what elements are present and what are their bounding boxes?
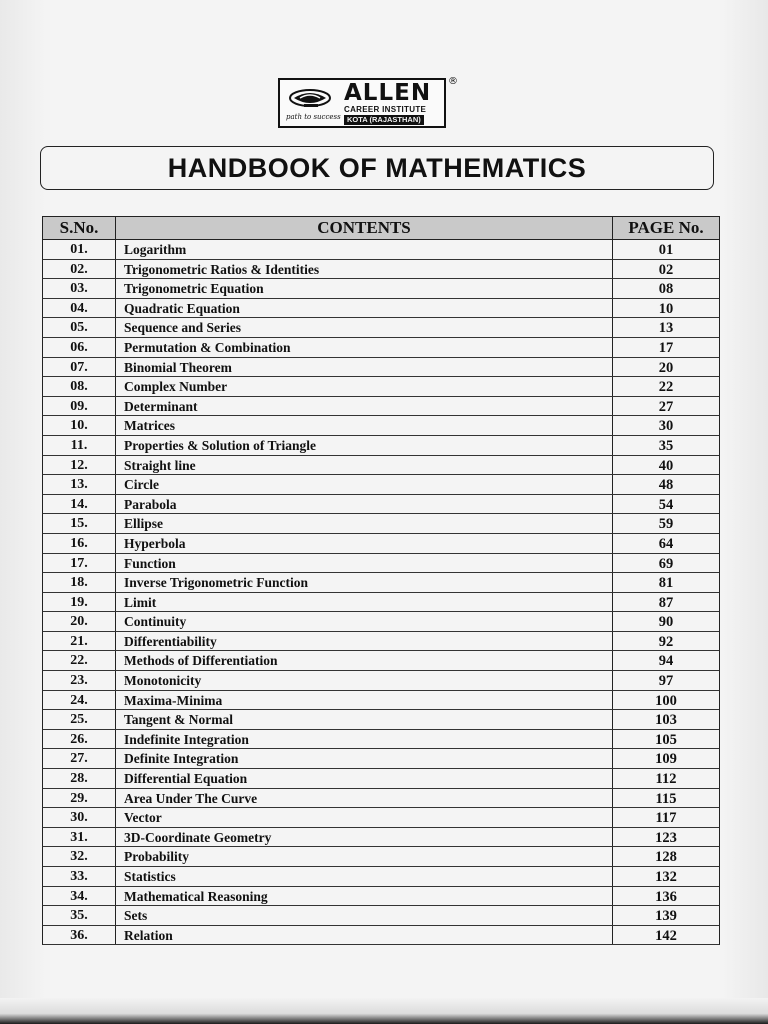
row-page: 115 (655, 790, 677, 807)
row-page: 08 (658, 281, 674, 298)
row-sno: 16. (43, 534, 116, 553)
row-page: 92 (658, 633, 674, 650)
row-sno: 01. (43, 240, 116, 259)
row-page: 35 (658, 437, 674, 454)
page-title: HANDBOOK OF MATHEMATICS (167, 152, 587, 183)
row-sno: 20. (43, 612, 116, 631)
row-sno: 18. (43, 573, 116, 592)
row-topic: 3D-Coordinate Geometry (116, 828, 613, 847)
table-row (42, 554, 720, 574)
row-sno: 27. (43, 749, 116, 768)
table-row (42, 906, 720, 926)
row-sno: 32. (43, 847, 116, 866)
row-topic: Relation (116, 926, 613, 945)
row-topic: Statistics (116, 867, 613, 886)
row-topic: Trigonometric Equation (116, 279, 613, 298)
row-topic: Differentiability (116, 632, 613, 651)
row-sno: 33. (43, 867, 116, 886)
row-page: 100 (655, 692, 677, 709)
row-sno: 02. (43, 260, 116, 279)
table-row (42, 416, 720, 436)
row-page: 128 (655, 849, 677, 866)
row-sno: 06. (43, 338, 116, 357)
row-page: 103 (655, 712, 677, 729)
table-row (42, 769, 720, 789)
row-page: 109 (655, 751, 677, 768)
row-sno: 22. (43, 651, 116, 670)
row-page: 22 (658, 379, 674, 396)
logo-name: ALLEN (344, 80, 432, 106)
row-page: 10 (658, 300, 674, 317)
row-sno: 35. (43, 906, 116, 925)
row-topic: Maxima-Minima (116, 691, 613, 710)
row-page: 142 (655, 927, 677, 944)
table-row (42, 926, 720, 946)
table-row (42, 867, 720, 887)
row-sno: 14. (43, 495, 116, 514)
row-page: 64 (658, 535, 674, 552)
row-page: 94 (658, 653, 674, 670)
table-row (42, 651, 720, 671)
table-row (42, 789, 720, 809)
row-page: 136 (655, 888, 677, 905)
row-topic: Differential Equation (116, 769, 613, 788)
table-row (42, 338, 720, 358)
table-row (42, 593, 720, 613)
row-sno: 03. (43, 279, 116, 298)
row-topic: Indefinite Integration (116, 730, 613, 749)
table-row (42, 318, 720, 338)
row-page: 30 (658, 418, 674, 435)
row-page: 54 (658, 496, 674, 513)
row-topic: Hyperbola (116, 534, 613, 553)
row-page: 132 (655, 869, 677, 885)
row-topic: Monotonicity (116, 671, 613, 690)
row-topic: Properties & Solution of Triangle (116, 436, 613, 455)
row-topic: Complex Number (116, 377, 613, 396)
row-sno: 23. (43, 671, 116, 690)
book-emblem-icon (286, 86, 338, 110)
row-topic: Straight line (116, 456, 613, 475)
table-row (42, 299, 720, 319)
table-row (42, 632, 720, 652)
row-sno: 34. (43, 887, 116, 906)
row-topic: Determinant (116, 397, 613, 416)
allen-logo (278, 78, 446, 128)
row-sno: 19. (43, 593, 116, 612)
table-row (42, 749, 720, 769)
row-topic: Logarithm (116, 240, 613, 259)
table-row (42, 612, 720, 632)
logo-location: KOTA (RAJASTHAN) (344, 115, 424, 125)
table-row (42, 534, 720, 554)
row-page: 02 (658, 261, 674, 278)
table-row (42, 887, 720, 907)
row-topic: Sequence and Series (116, 318, 613, 337)
row-sno: 21. (43, 632, 116, 651)
row-page: 17 (658, 339, 674, 356)
row-sno: 25. (43, 710, 116, 729)
row-page: 123 (655, 829, 677, 846)
row-sno: 30. (43, 808, 116, 827)
table-row (42, 358, 720, 378)
row-sno: 15. (43, 514, 116, 533)
row-sno: 08. (43, 377, 116, 396)
row-topic: Ellipse (116, 514, 613, 533)
logo-subtitle: CAREER INSTITUTE (344, 105, 427, 114)
table-row (42, 514, 720, 534)
row-sno: 04. (43, 299, 116, 318)
table-header (42, 216, 720, 240)
row-sno: 05. (43, 318, 116, 337)
row-topic: Circle (116, 475, 613, 494)
row-page: 27 (658, 398, 674, 415)
table-row (42, 436, 720, 456)
table-row (42, 828, 720, 848)
table-row (42, 495, 720, 515)
logo-tagline: path to success (286, 113, 341, 121)
table-row (42, 710, 720, 730)
table-body (42, 240, 720, 945)
row-topic: Probability (116, 847, 613, 866)
row-sno: 07. (43, 358, 116, 377)
table-row (42, 456, 720, 476)
table-row (42, 573, 720, 593)
row-topic: Vector (116, 808, 613, 827)
title-box (40, 146, 714, 190)
table-row (42, 691, 720, 711)
row-page: 13 (658, 320, 674, 337)
row-topic: Function (116, 554, 613, 573)
table-row (42, 279, 720, 299)
row-topic: Mathematical Reasoning (116, 887, 613, 906)
table-row (42, 808, 720, 828)
row-page: 87 (658, 594, 674, 611)
row-page: 90 (658, 614, 674, 631)
row-topic: Matrices (116, 416, 613, 435)
row-topic: Permutation & Combination (116, 338, 613, 357)
row-topic: Methods of Differentiation (116, 651, 613, 670)
row-sno: 11. (43, 436, 116, 455)
row-topic: Area Under The Curve (116, 789, 613, 808)
table-row (42, 730, 720, 750)
table-row (42, 671, 720, 691)
row-topic: Sets (116, 906, 613, 925)
row-topic: Tangent & Normal (116, 710, 613, 729)
header-page: PAGE No. (628, 218, 704, 237)
table-row (42, 397, 720, 417)
row-page: 40 (658, 457, 674, 474)
table-row (42, 240, 720, 260)
row-page: 20 (658, 359, 674, 376)
row-page: 139 (655, 908, 677, 925)
row-page: 117 (655, 810, 677, 827)
row-topic: Trigonometric Ratios & Identities (116, 260, 613, 279)
table-row (42, 260, 720, 280)
row-page: 01 (658, 242, 674, 258)
row-page: 97 (658, 673, 674, 690)
row-page: 59 (658, 516, 674, 533)
row-sno: 09. (43, 397, 116, 416)
header-contents: CONTENTS (116, 217, 613, 239)
row-sno: 26. (43, 730, 116, 749)
registered-mark: ® (448, 76, 458, 87)
row-topic: Definite Integration (116, 749, 613, 768)
table-row (42, 377, 720, 397)
row-page: 48 (658, 477, 674, 494)
row-sno: 29. (43, 789, 116, 808)
row-topic: Quadratic Equation (116, 299, 613, 318)
row-topic: Limit (116, 593, 613, 612)
table-row (42, 475, 720, 495)
row-sno: 17. (43, 554, 116, 573)
row-sno: 12. (43, 456, 116, 475)
row-page: 105 (655, 731, 677, 748)
row-page: 69 (658, 555, 674, 572)
row-sno: 31. (43, 828, 116, 847)
row-topic: Binomial Theorem (116, 358, 613, 377)
row-sno: 10. (43, 416, 116, 435)
row-sno: 28. (43, 769, 116, 788)
header-sno: S.No. (43, 217, 116, 239)
table-row (42, 847, 720, 867)
row-sno: 24. (43, 691, 116, 710)
row-topic: Continuity (116, 612, 613, 631)
page-bottom-edge (0, 998, 768, 1024)
row-sno: 13. (43, 475, 116, 494)
contents-table (42, 216, 720, 945)
row-page: 112 (655, 771, 677, 788)
row-sno: 36. (43, 926, 116, 945)
row-topic: Inverse Trigonometric Function (116, 573, 613, 592)
row-topic: Parabola (116, 495, 613, 514)
row-page: 81 (658, 575, 674, 592)
